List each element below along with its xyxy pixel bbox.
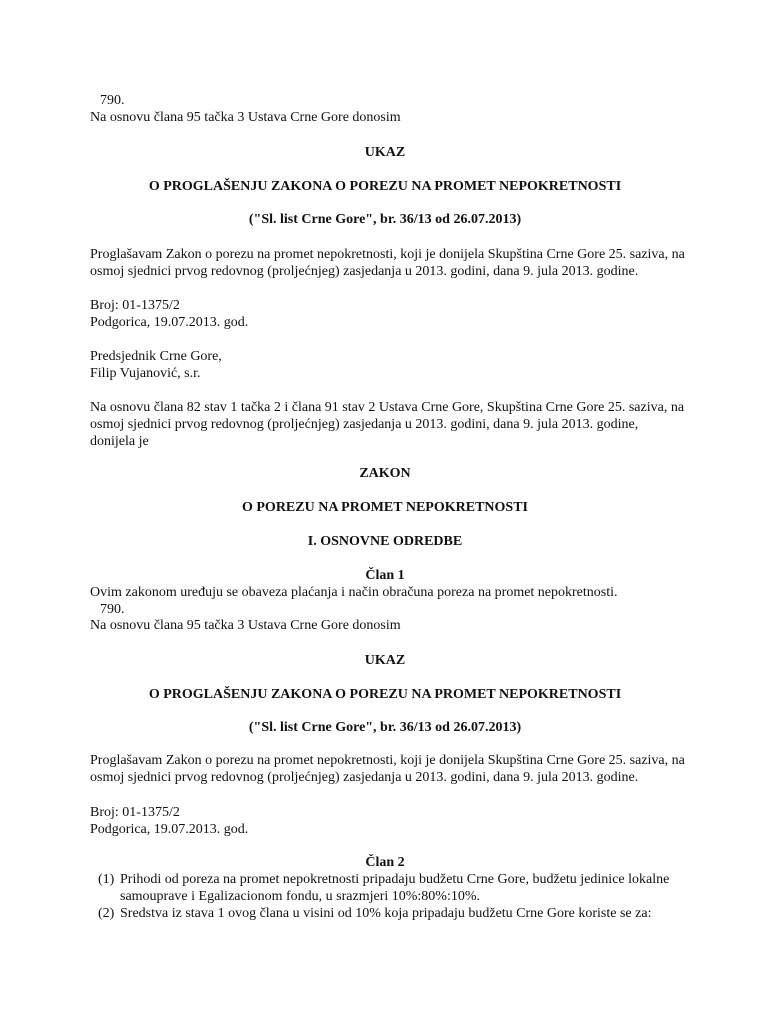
adoption-line: donijela je [90, 434, 149, 449]
ukaz-preamble: Na osnovu člana 95 tačka 3 Ustava Crne Gore donosim [90, 110, 401, 125]
list-item-text: samouprave i Egalizacionom fondu, u srazmjeri 10%:80%:10%. [120, 889, 481, 904]
ukaz-number: 790. [100, 602, 125, 617]
ukaz-heading: UKAZ [364, 653, 406, 668]
proclamation-line: Proglašavam Zakon o porezu na promet nepokretnosti, koji je donijela Skupština Crne Gore 25. saziva, na [90, 753, 685, 768]
proclamation-line: osmoj sjednici prvog redovnog (proljećnjeg) zasjedanja u 2013. godini, dana 9. jula 2013. godine. [90, 264, 639, 279]
list-item-number: (1) [98, 872, 115, 887]
article-text: Ovim zakonom uređuju se obaveza plaćanja i način obračuna poreza na promet nepokretnosti. [90, 585, 618, 600]
ukaz-heading: UKAZ [364, 145, 406, 160]
place-date: Podgorica, 19.07.2013. god. [90, 822, 249, 837]
proclamation-line: osmoj sjednici prvog redovnog (proljećnjeg) zasjedanja u 2013. godini, dana 9. jula 2013. godine. [90, 770, 639, 785]
zakon-title: O POREZU NA PROMET NEPOKRETNOSTI [241, 500, 528, 515]
article-heading: Član 2 [365, 855, 405, 870]
list-item-text: Sredstva iz stava 1 ovog člana u visini od 10% koja pripadaju budžetu Crne Gore koriste se za: [120, 906, 652, 921]
adoption-line: Na osnovu člana 82 stav 1 tačka 2 i člana 91 stav 2 Ustava Crne Gore, Skupština Crne Gore 25. saziva, na [90, 400, 685, 415]
president-name: Filip Vujanović, s.r. [90, 366, 201, 381]
document-number: Broj: 01-1375/2 [90, 805, 180, 820]
ukaz-preamble: Na osnovu člana 95 tačka 3 Ustava Crne Gore donosim [90, 618, 401, 633]
list-item-text: Prihodi od poreza na promet nepokretnosti pripadaju budžetu Crne Gore, budžetu jedinice lokalne [120, 872, 670, 887]
document-number: Broj: 01-1375/2 [90, 298, 180, 313]
ukaz-number: 790. [100, 93, 125, 108]
gazette-reference: ("Sl. list Crne Gore", br. 36/13 od 26.07.2013) [248, 212, 522, 227]
proclamation-line: Proglašavam Zakon o porezu na promet nepokretnosti, koji je donijela Skupština Crne Gore 25. saziva, na [90, 247, 685, 262]
adoption-line: osmoj sjednici prvog redovnog (proljećnjeg) zasjedanja u 2013. godini, dana 9. jula 2013. godine, [90, 417, 639, 432]
article-heading: Član 1 [365, 568, 405, 583]
list-item-number: (2) [98, 906, 115, 921]
ukaz-title: O PROGLAŠENJU ZAKONA O POREZU NA PROMET NEPOKRETNOSTI [148, 179, 622, 194]
ukaz-title: O PROGLAŠENJU ZAKONA O POREZU NA PROMET NEPOKRETNOSTI [148, 687, 622, 702]
section-heading: I. OSNOVNE ODREDBE [307, 534, 463, 549]
zakon-heading: ZAKON [359, 466, 411, 481]
president-title: Predsjednik Crne Gore, [90, 349, 222, 364]
gazette-reference: ("Sl. list Crne Gore", br. 36/13 od 26.07.2013) [248, 720, 522, 735]
place-date: Podgorica, 19.07.2013. god. [90, 315, 249, 330]
